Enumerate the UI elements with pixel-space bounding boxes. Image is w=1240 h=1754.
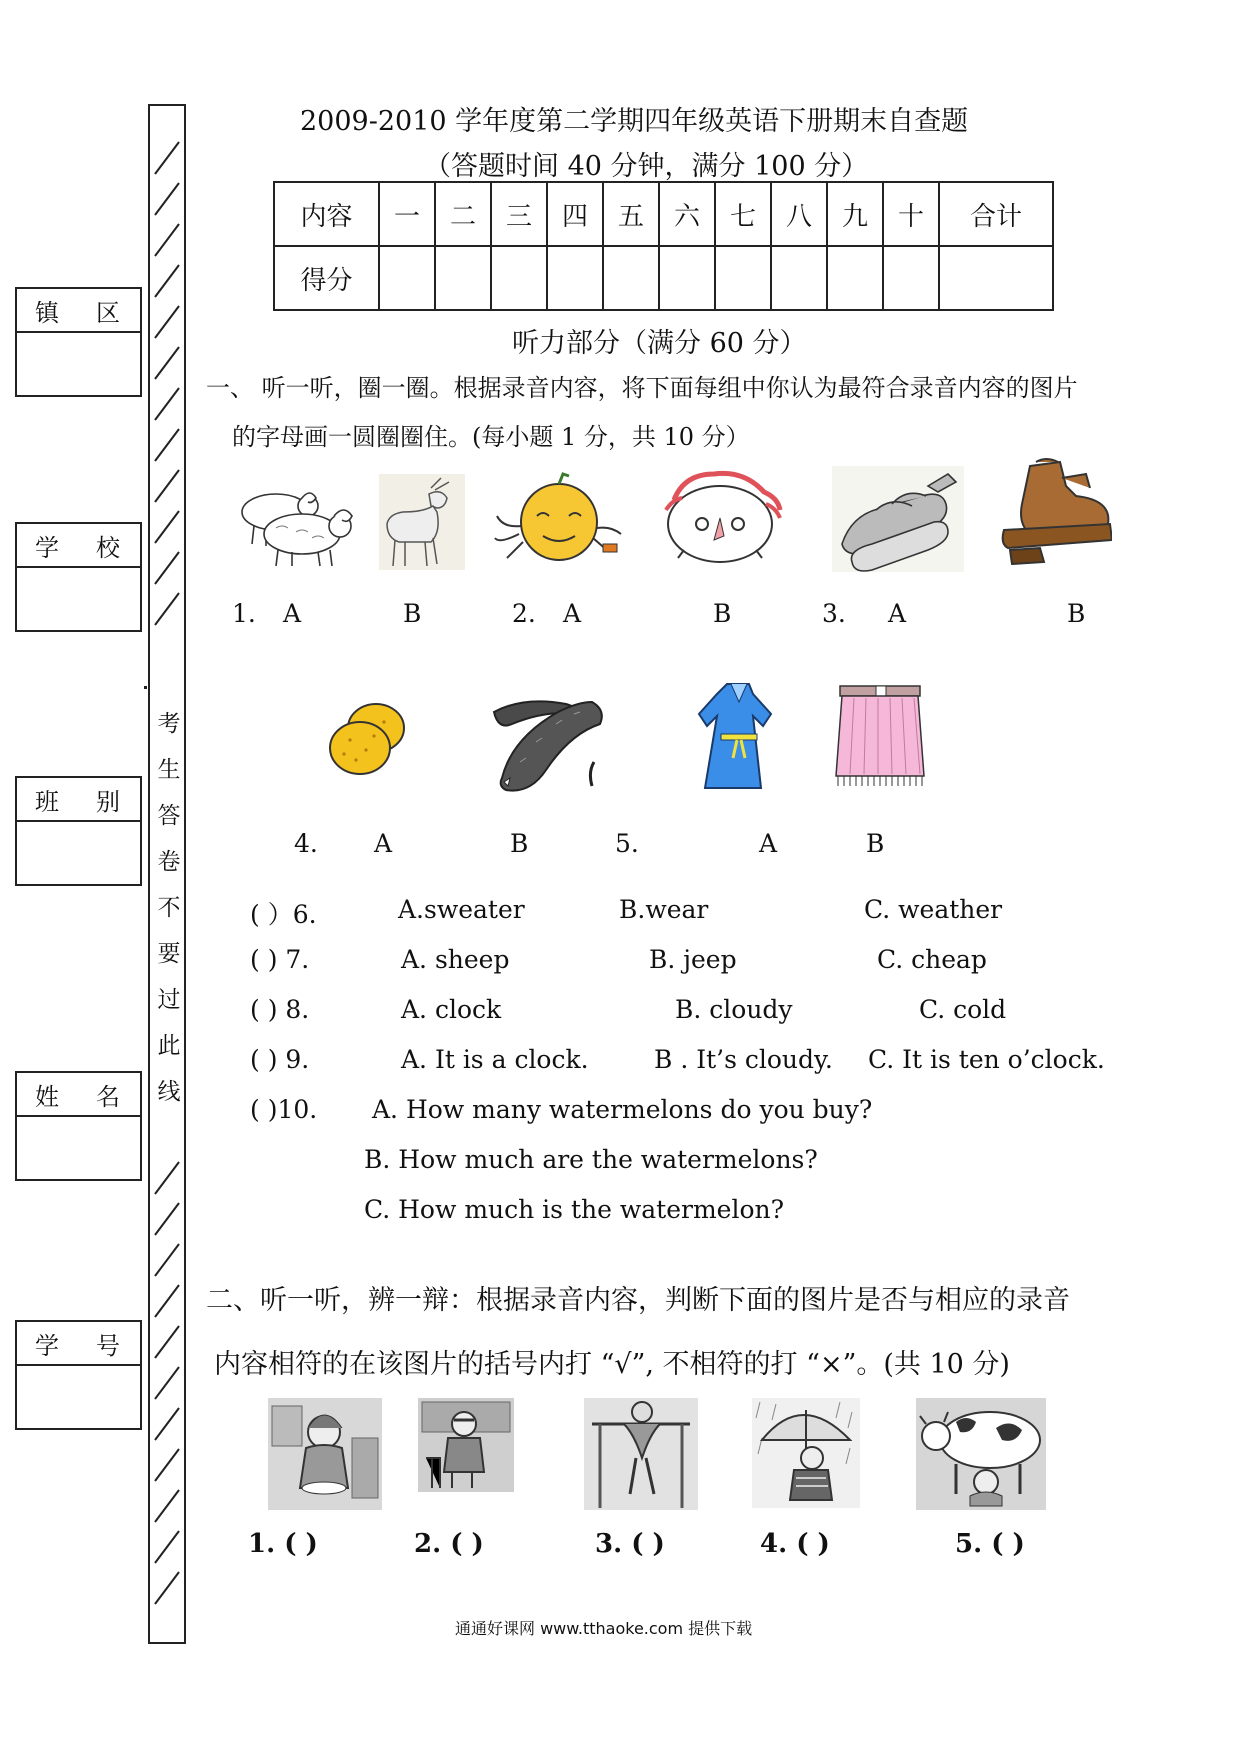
q7-option-a: A. sheep: [401, 945, 510, 974]
q7-paren[interactable]: ( ) 7.: [250, 945, 310, 974]
slash-mark: [153, 181, 181, 219]
slash-mark: [153, 1365, 181, 1403]
boy-umbrella-icon: [752, 1398, 860, 1508]
score-cell[interactable]: [547, 246, 603, 310]
slash-mark: [153, 1406, 181, 1444]
page-subtitle: （答题时间 40 分钟，满分 100 分）: [424, 151, 869, 182]
q6-option-c: C. weather: [864, 895, 1003, 924]
skirt-icon: [830, 682, 928, 796]
slash-mark: [153, 1488, 181, 1526]
score-cell[interactable]: [603, 246, 659, 310]
slash-mark: [153, 468, 181, 506]
q3-number: 3.: [822, 599, 846, 628]
class-box: [15, 776, 142, 886]
table-cell: 三: [491, 182, 547, 246]
score-cell[interactable]: [491, 246, 547, 310]
section1-instruction-line2: 的字母画一圆圈圈住。(每小题 1 分，共 10 分）: [232, 423, 750, 451]
slash-mark: [153, 1242, 181, 1280]
strip-char: 不: [157, 895, 181, 921]
slash-mark: [153, 386, 181, 424]
score-cell[interactable]: [939, 246, 1053, 310]
boy-chair-icon: [418, 1398, 514, 1492]
strip-char: 答: [157, 803, 181, 829]
q2-option-b[interactable]: B: [713, 599, 732, 628]
q1-option-b[interactable]: B: [403, 599, 422, 628]
cow-icon: [916, 1398, 1046, 1510]
class-label-a: 班: [35, 787, 59, 816]
slash-mark: [153, 1201, 181, 1239]
q9-option-a: A. It is a clock.: [401, 1045, 589, 1074]
q10-option-a: A. How many watermelons do you buy?: [372, 1095, 873, 1124]
slash-mark: [153, 1283, 181, 1321]
q8-option-c: C. cold: [919, 995, 1007, 1024]
s2-answer-3[interactable]: 3. ( ): [595, 1529, 665, 1559]
slash-mark: [153, 427, 181, 465]
name-label-b: 名: [96, 1082, 120, 1111]
strip-char: 线: [157, 1079, 181, 1105]
table-cell: 一: [379, 182, 435, 246]
score-cell[interactable]: [435, 246, 491, 310]
q2-option-a[interactable]: A: [563, 599, 582, 628]
school-box: [15, 522, 142, 632]
q9-option-c: C. It is ten o’clock.: [868, 1045, 1105, 1074]
boy-hanging-icon: [584, 1398, 698, 1510]
school-label-b: 校: [96, 533, 120, 562]
strip-char: 考: [157, 711, 181, 737]
score-cell[interactable]: [715, 246, 771, 310]
q5-option-a[interactable]: A: [759, 829, 778, 858]
table-cell: 七: [715, 182, 771, 246]
q10-option-c: C. How much is the watermelon?: [364, 1195, 784, 1224]
table-cell: 九: [827, 182, 883, 246]
girl-eating-icon: [268, 1398, 382, 1510]
q7-option-c: C. cheap: [877, 945, 987, 974]
school-field[interactable]: [17, 568, 140, 630]
table-cell: 五: [603, 182, 659, 246]
q6-option-a: A.sweater: [398, 895, 525, 924]
q5-number: 5.: [615, 829, 639, 858]
sheep-icon: [236, 482, 362, 568]
slash-mark: [153, 304, 181, 342]
strip-char: 过: [157, 987, 181, 1013]
q6-option-b: B.wear: [619, 895, 709, 924]
strip-char: 卷: [157, 849, 181, 875]
q9-paren[interactable]: ( ) 9.: [250, 1045, 310, 1074]
dot-mark: [144, 686, 147, 689]
clock-face-icon: [654, 470, 786, 570]
q8-option-b: B. cloudy: [675, 995, 793, 1024]
q4-option-a[interactable]: A: [374, 829, 393, 858]
q4-option-b[interactable]: B: [510, 829, 529, 858]
table-cell: 十: [883, 182, 939, 246]
town-label-b: 区: [96, 298, 120, 327]
q5-option-b[interactable]: B: [866, 829, 885, 858]
listening-heading: 听力部分（满分 60 分）: [512, 328, 807, 359]
q6-paren[interactable]: ( ）6.: [250, 900, 317, 929]
id-label-a: 学: [35, 1331, 59, 1360]
dress-icon: [697, 678, 779, 802]
s2-answer-4[interactable]: 4. ( ): [760, 1529, 830, 1559]
score-table-score-row: [274, 246, 1053, 310]
s2-answer-1[interactable]: 1. ( ): [248, 1529, 318, 1559]
s2-answer-5[interactable]: 5. ( ): [955, 1529, 1025, 1559]
name-box: [15, 1071, 142, 1181]
q4-number: 4.: [294, 829, 318, 858]
id-label-b: 号: [96, 1331, 120, 1360]
q3-option-b[interactable]: B: [1067, 599, 1086, 628]
q2-number: 2.: [512, 599, 536, 628]
slash-mark: [153, 1529, 181, 1567]
section1-instruction-line1: 一、 听一听，圈一圈。根据录音内容，将下面每组中你认为最符合录音内容的图片: [206, 374, 1078, 402]
name-field[interactable]: [17, 1117, 140, 1179]
section2-instruction-line2: 内容相符的在该图片的括号内打 “√”, 不相符的打 “×”。(共 10 分): [214, 1349, 1010, 1380]
score-cell[interactable]: [659, 246, 715, 310]
table-cell: 得分: [274, 246, 379, 310]
q9-option-b: B . It’s cloudy.: [654, 1045, 833, 1074]
slash-mark: [153, 1324, 181, 1362]
q8-paren[interactable]: ( ) 8.: [250, 995, 310, 1024]
q10-option-b: B. How much are the watermelons?: [364, 1145, 818, 1174]
score-cell[interactable]: [827, 246, 883, 310]
s2-answer-2[interactable]: 2. ( ): [414, 1529, 484, 1559]
goat-icon: [379, 474, 465, 570]
table-cell: 六: [659, 182, 715, 246]
score-table: [273, 181, 1054, 311]
strip-char: 生: [157, 757, 181, 783]
student-id-box: [15, 1320, 142, 1430]
slash-mark: [153, 263, 181, 301]
table-cell: 二: [435, 182, 491, 246]
town-field[interactable]: [17, 333, 140, 395]
slash-mark: [153, 222, 181, 260]
table-cell: 八: [771, 182, 827, 246]
page-title: 2009-2010 学年度第二学期四年级英语下册期末自查题: [300, 106, 969, 137]
slash-mark: [153, 1570, 181, 1608]
section2-instruction-line1: 二、听一听，辨一辩：根据录音内容，判断下面的图片是否与相应的录音: [206, 1285, 1070, 1316]
potato-icon: [326, 700, 408, 776]
table-cell: 合计: [939, 182, 1053, 246]
slash-mark: [153, 550, 181, 588]
q1-number: 1.: [232, 599, 256, 628]
q1-option-a[interactable]: A: [283, 599, 302, 628]
strip-char: 要: [157, 941, 181, 967]
orange-face-icon: [493, 472, 625, 570]
table-cell: 内容: [274, 182, 379, 246]
table-cell: 四: [547, 182, 603, 246]
school-label-a: 学: [35, 533, 59, 562]
sandal-icon: [832, 466, 964, 572]
slash-mark: [153, 345, 181, 383]
q8-option-a: A. clock: [401, 995, 502, 1024]
slash-mark: [153, 509, 181, 547]
class-field[interactable]: [17, 822, 140, 884]
footer-credit: 通通好课网 www.tthaoke.com 提供下载: [455, 1619, 753, 1638]
score-cell[interactable]: [771, 246, 827, 310]
slash-mark: [153, 1447, 181, 1485]
class-label-b: 别: [96, 787, 120, 816]
name-label-a: 姓: [35, 1082, 59, 1111]
slash-mark: [153, 591, 181, 629]
slash-mark: [153, 1160, 181, 1198]
slash-mark: [153, 140, 181, 178]
cucumber-icon: [490, 692, 604, 794]
q3-option-a[interactable]: A: [888, 599, 907, 628]
q7-option-b: B. jeep: [649, 945, 737, 974]
boot-icon: [1000, 456, 1112, 566]
q10-paren[interactable]: ( )10.: [250, 1095, 318, 1124]
score-table-header-row: [274, 182, 1053, 246]
town-label-a: 镇: [35, 298, 59, 327]
strip-char: 此: [157, 1033, 181, 1059]
score-cell[interactable]: [883, 246, 939, 310]
town-box: [15, 287, 142, 397]
student-id-field[interactable]: [17, 1366, 140, 1428]
score-cell[interactable]: [379, 246, 435, 310]
